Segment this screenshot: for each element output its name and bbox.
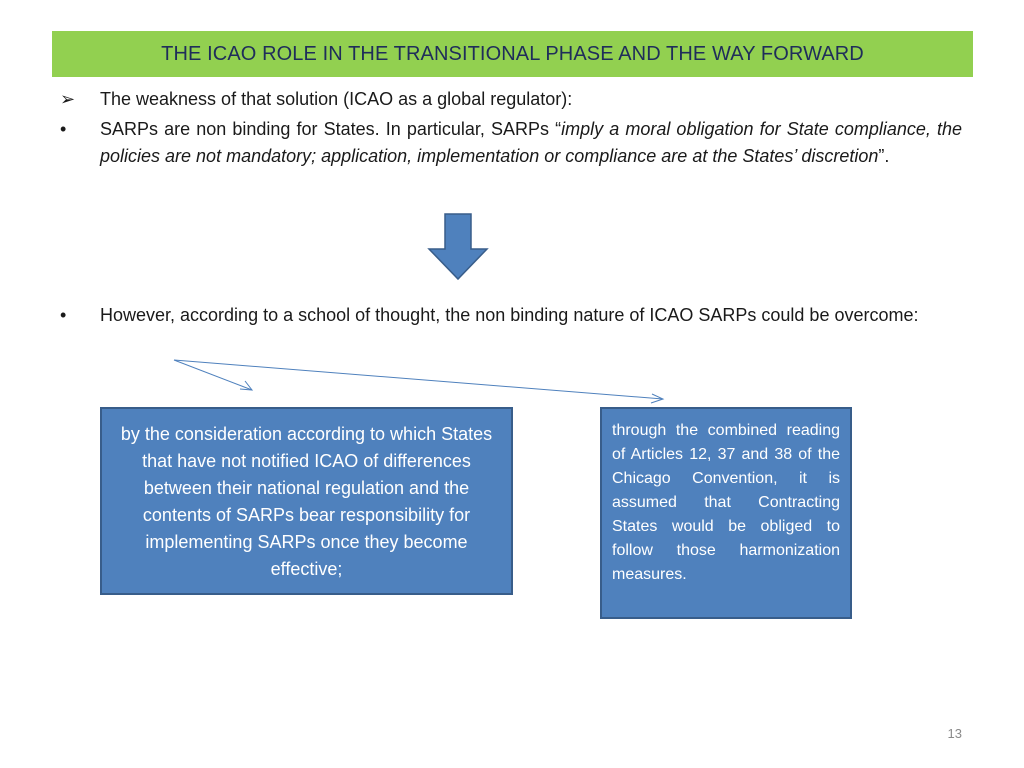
- pointer-line-icon: [174, 360, 663, 403]
- bullet-text: The weakness of that solution (ICAO as a global regulator):: [100, 89, 573, 109]
- bullet-quote-italic: imply a moral obligation for State compliance, the policies are not mandatory; application, implementation or compliance are at the States’ discretion: [100, 119, 962, 166]
- arrow-bullet-icon: ➢: [60, 89, 76, 109]
- right-box-text: through the combined reading of Articles 12, 37 and 38 of the Chicago Convention, it is assumed that Contracting States would be obliged to follow those harmonization measures.: [612, 422, 840, 583]
- bullet-dot-icon: •: [60, 305, 67, 325]
- left-box-text: by the consideration according to which States that have not notified ICAO of differences between their national regulation and the contents of SARPs bear responsibility for implementing SARPs once they become effective;: [120, 424, 493, 579]
- page-number: 13: [947, 726, 962, 741]
- slide-title: THE ICAO ROLE IN THE TRANSITIONAL PHASE AND THE WAY FORWARD: [161, 42, 864, 65]
- down-arrow-icon: [429, 214, 487, 279]
- bullet-dot-icon: •: [60, 119, 67, 139]
- left-explanation-box: [100, 407, 513, 595]
- bullet-text-plain: SARPs are non binding for States. In particular, SARPs “: [100, 119, 562, 139]
- right-explanation-box: [600, 407, 852, 619]
- bullet-text-end: ”.: [878, 146, 890, 166]
- bullet-text: However, according to a school of thought, the non binding nature of ICAO SARPs could be overcome:: [100, 305, 919, 325]
